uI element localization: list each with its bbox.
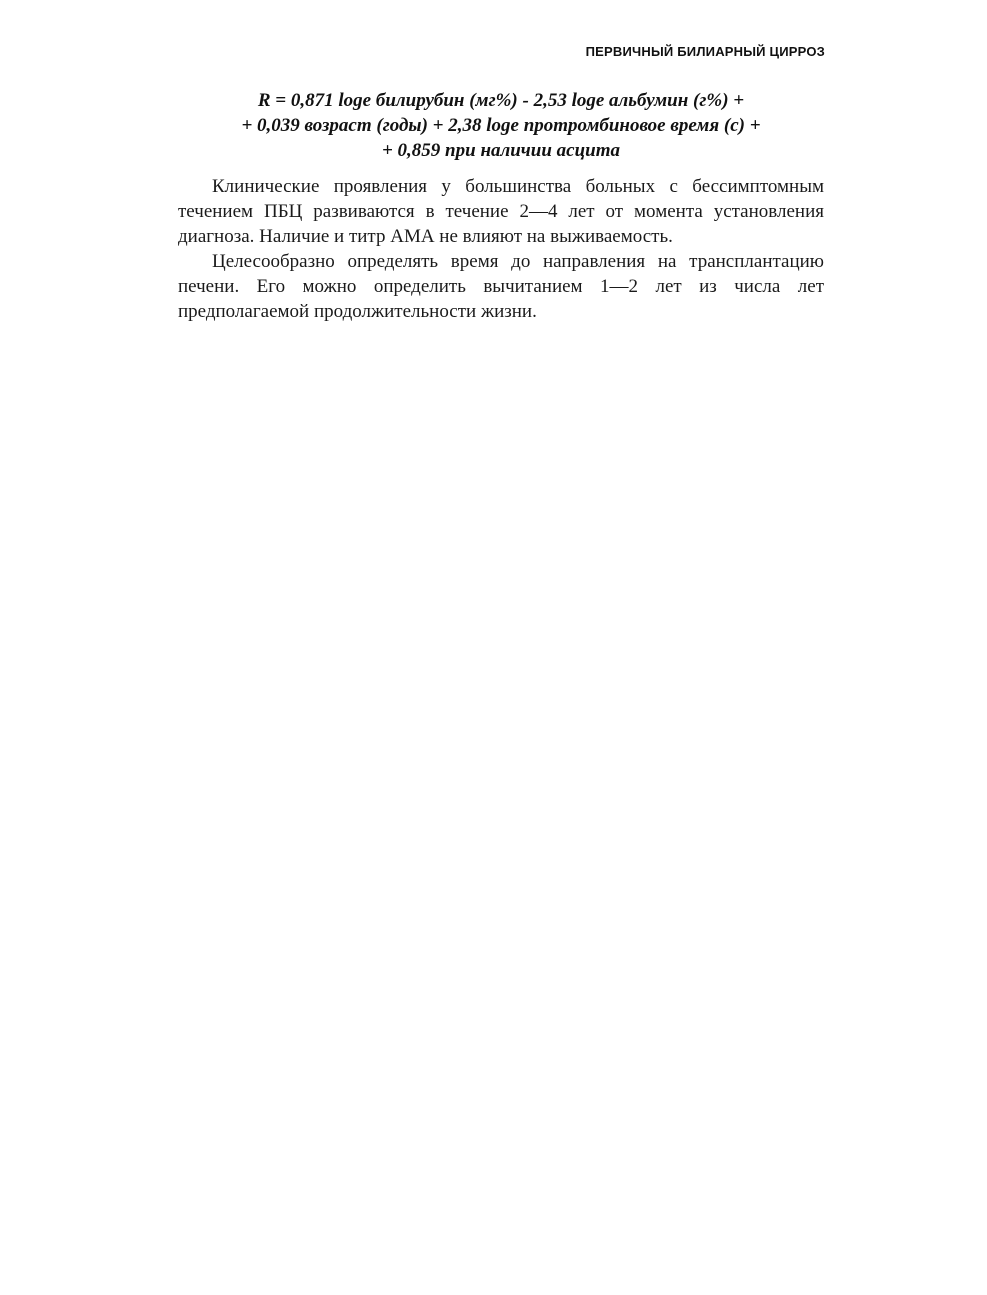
formula-line-3: + 0,859 при наличии асцита xyxy=(381,140,621,161)
prognostic-formula xyxy=(176,88,826,163)
paragraph-transplant-timing: Целесообразно определять время до направления на трансплантацию печени. Его можно определить вычитанием 1—2 лет из числа лет предполагаемой продолжительности жизни. xyxy=(178,251,824,322)
body-text xyxy=(178,174,824,324)
paragraph-clinical-manifestations: Клинические проявления у большинства больных с бессимптомным течением ПБЦ развиваются в течение 2—4 лет от момента установления диагноза. Наличие и титр АМА не влияют на выживаемость. xyxy=(178,176,824,247)
formula-line-1: R = 0,871 loge билирубин (мг%) - 2,53 loge альбумин (г%) + xyxy=(257,90,745,111)
running-header: ПЕРВИЧНЫЙ БИЛИАРНЫЙ ЦИРРОЗ xyxy=(585,44,825,59)
formula-line-2: + 0,039 возраст (годы) + 2,38 loge протромбиновое время (с) + xyxy=(241,115,761,136)
